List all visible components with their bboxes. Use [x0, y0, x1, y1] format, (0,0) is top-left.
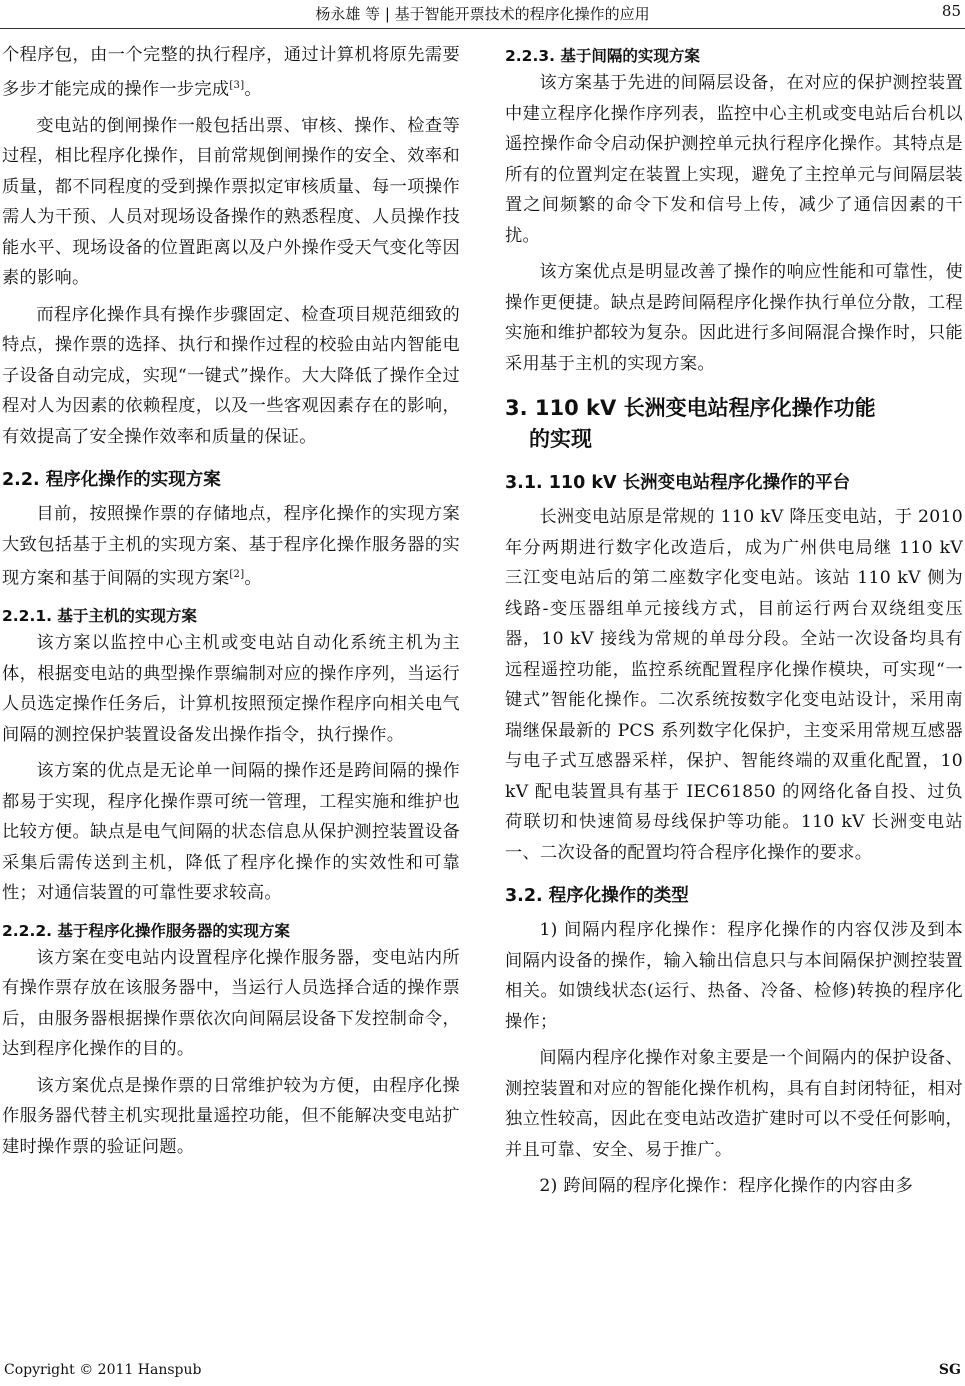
paragraph: 间隔内程序化操作对象主要是一个间隔内的保护设备、测控装置和对应的智能化操作机构，具有自封闭特征，相对独立性较高，因此在变电站改造扩建时可以不受任何影响，并且可靠、安全、易于推广。	[505, 1048, 963, 1160]
paragraph: 该方案的优点是无论单一间隔的操作还是跨间隔的操作都易于实现，程序化操作票可统一管理，工程实施和维护也比较方便。缺点是电气间隔的状态信息从保护测控装置设备采集后需传送到主机，降低了程序化操作的实效性和可靠性；对通信装置的可靠性要求较高。	[2, 761, 460, 904]
paragraph: 该方案优点是操作票的日常维护较为方便，由程序化操作服务器代替主机实现批量遥控功能，但不能解决变电站扩建时操作票的验证问题。	[2, 1075, 460, 1157]
paragraph: 目前，按照操作票的存储地点，程序化操作的实现方案大致包括基于主机的实现方案、基于程序化操作服务器的实现方案和基于间隔的实现方案[2]。	[2, 504, 460, 589]
paragraph: 该方案优点是明显改善了操作的响应性能和可靠性，使操作更便捷。缺点是跨间隔程序化操作执行单位分散，工程实施和维护都较为复杂。因此进行多间隔混合操作时，只能采用基于主机的实现方案。	[505, 262, 963, 374]
page-number: 85	[941, 2, 961, 20]
section-heading-3-1: 3.1. 110 kV 长洲变电站程序化操作的平台	[505, 473, 851, 493]
paragraph: 该方案基于先进的间隔层设备，在对应的保护测控装置中建立程序化操作序列表，监控中心主机或变电站后台机以遥控操作命令启动保护测控单元执行程序化操作。其特点是所有的位置判定在装置上实现，避免了主控单元与间隔层装置之间频繁的命令下发和信号上传，减少了通信因素的干扰。	[505, 73, 963, 246]
section-heading-2-2: 2.2. 程序化操作的实现方案	[2, 470, 221, 491]
running-title: 杨永雄 等 | 基于智能开票技术的程序化操作的应用	[315, 5, 650, 23]
right-column	[505, 40, 963, 1208]
citation-ref[interactable]: [2]	[229, 569, 245, 581]
paragraph: 1) 间隔内程序化操作：程序化操作的内容仅涉及到本间隔内设备的操作，输入输出信息只与本间隔保护测控装置相关。如馈线状态(运行、热备、冷备、检修)转换的程序化操作；	[505, 920, 963, 1032]
section-heading-2-2-2: 2.2.2. 基于程序化操作服务器的实现方案	[2, 921, 290, 940]
paragraph: 该方案在变电站内设置程序化操作服务器，变电站内所有操作票存放在该服务器中，当运行人员选择合适的操作票后，由服务器根据操作票依次向间隔层设备下发控制命令，达到程序化操作的目的。	[2, 947, 460, 1060]
section-heading-2-2-1: 2.2.1. 基于主机的实现方案	[2, 607, 197, 626]
section-heading-3-2: 3.2. 程序化操作的类型	[505, 886, 689, 906]
copyright-notice: Copyright © 2011 Hanspub	[4, 1362, 202, 1378]
paragraph: 变电站的倒闸操作一般包括出票、审核、操作、检查等过程，相比程序化操作，目前常规倒闸操作的安全、效率和质量，都不同程度的受到操作票拟定审核质量、每一项操作需人为干预、人员对现场设备操作的熟悉程度、人员操作技能水平、现场设备的位置距离以及户外操作受天气变化等因素的影响。	[2, 115, 460, 289]
paragraph: 该方案以监控中心主机或变电站自动化系统主机为主体，根据变电站的典型操作票编制对应的操作序列，当运行人员选定操作任务后，计算机按照预定操作程序向相关电气间隔的测控保护装置设备发出操作指令，执行操作。	[2, 633, 460, 745]
journal-abbrev: SG	[938, 1362, 961, 1378]
paragraph: 个程序包，由一个完整的执行程序，通过计算机将原先需要多步才能完成的操作一步完成[3]。	[2, 45, 460, 100]
left-column	[2, 40, 460, 1168]
paragraph: 而程序化操作具有操作步骤固定、检查项目规范细致的特点，操作票的选择、执行和操作过程的校验由站内智能电子设备自动完成，实现“一键式”操作。大大降低了操作全过程对人为因素的依赖程度，以及一些客观因素存在的影响，有效提高了安全操作效率和质量的保证。	[2, 304, 460, 447]
citation-ref[interactable]: [3]	[229, 79, 245, 91]
paragraph: 长洲变电站原是常规的 110 kV 降压变电站，于 2010 年分两期进行数字化改造后，成为广州供电局继 110 kV 三江变电站后的第二座数字化变电站。该站 110 kV 侧为线路-变压器组单元接线方式，目前运行两台双绕组变压器，10 kV 接线为常规的单母分段。全站一次设备均具有远程遥控功能，监控系统配置程序化操作模块，可实现“一键式”智能化操作。二次系统按数字化变电站设计，采用南瑞继保最新的 PCS 系列数字化保护，主变采用常规互感器与电子式互感器采样，保护、智能终端的双重化配置，10 kV 配电装置具有基于 IEC61850 的网络化备自投、过负荷联切和快速简易母线保护等功能。110 kV 长洲变电站一、二次设备的配置均符合程序化操作的要求。	[505, 507, 963, 863]
section-heading-2-2-3: 2.2.3. 基于间隔的实现方案	[505, 47, 700, 65]
section-heading-3: 3. 110 kV 长洲变电站程序化操作功能 的实现	[505, 396, 876, 451]
page-header	[0, 0, 965, 29]
paragraph: 2) 跨间隔的程序化操作：程序化操作的内容由多	[539, 1176, 914, 1196]
